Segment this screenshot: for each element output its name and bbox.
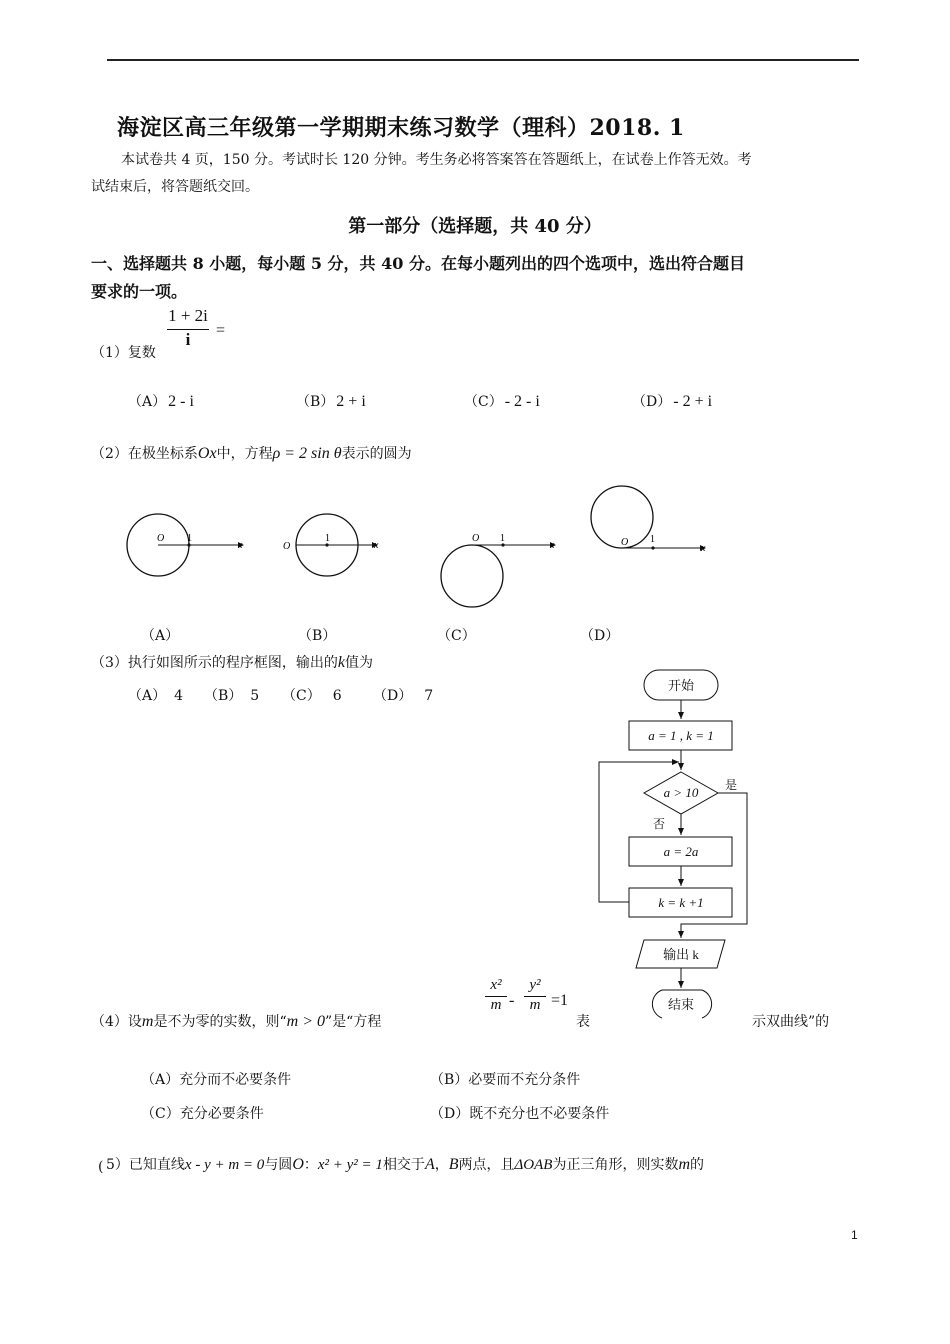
one-label: 1 bbox=[650, 534, 655, 545]
page-number: 1 bbox=[851, 1228, 858, 1242]
q5-stem-f: 的 bbox=[690, 1157, 705, 1173]
option-text: 充分必要条件 bbox=[179, 1106, 264, 1122]
flow-yes-label: 是 bbox=[724, 778, 738, 792]
origin-label: O bbox=[283, 541, 291, 552]
q5-circle-equation: x² + y² = 1 bbox=[317, 1157, 383, 1173]
option-label: （C） bbox=[282, 688, 321, 704]
flow-loop-back bbox=[599, 762, 679, 902]
option-value: - 2 - i bbox=[504, 393, 540, 410]
option-value: 5 bbox=[250, 688, 260, 704]
q4-rhs: =1 bbox=[551, 992, 569, 1009]
q5-var-m: m bbox=[678, 1156, 691, 1173]
q4-den2: m bbox=[529, 997, 541, 1013]
q3-stem-b: 值为 bbox=[345, 655, 374, 671]
q5-stem-a: 5）已知直线 bbox=[106, 1157, 185, 1173]
q4-fraction-1 bbox=[485, 977, 507, 1014]
option-label: （A） bbox=[128, 394, 167, 410]
x-label: x bbox=[550, 540, 555, 551]
q5-stem-b: 与圆 bbox=[264, 1157, 293, 1173]
section-line-2: 要求的一项。 bbox=[91, 282, 188, 301]
q4-stem-a: （4）设 bbox=[91, 1014, 142, 1030]
origin-label: O bbox=[621, 537, 629, 548]
q4-option-b[interactable] bbox=[430, 1069, 580, 1089]
q5-stem-c: 相交于 bbox=[382, 1157, 425, 1173]
q5-stem-e: 为正三角形，则实数 bbox=[552, 1157, 679, 1173]
q4-stem-b: 是不为零的实数，则“ bbox=[153, 1014, 287, 1030]
q5-point-a: A bbox=[424, 1156, 435, 1173]
flow-step2-label: k = k +1 bbox=[658, 895, 704, 910]
q5-point-b: B bbox=[448, 1156, 459, 1173]
x-label: x bbox=[238, 540, 243, 551]
q5-paren: ( bbox=[98, 1159, 104, 1175]
option-value: 7 bbox=[424, 688, 434, 704]
option-value: 2 + i bbox=[336, 393, 366, 410]
q1-numerator: 1 + 2i bbox=[168, 306, 208, 325]
q4-stem-d: 表 bbox=[576, 1014, 590, 1030]
q2-var: Ox bbox=[197, 445, 217, 462]
q2-equation: ρ = 2 sin θ bbox=[272, 445, 342, 462]
q5-circle-name: O bbox=[292, 1156, 304, 1173]
option-label: （B） bbox=[204, 688, 243, 704]
option-value: 4 bbox=[174, 688, 184, 704]
option-value: 2 - i bbox=[168, 393, 194, 410]
q5-triangle: ΔOAB bbox=[514, 1157, 553, 1173]
part-one-heading: 第一部分（选择题，共 40 分） bbox=[348, 216, 602, 237]
q4-stem bbox=[91, 1011, 381, 1031]
flow-output-label: 输出 k bbox=[663, 947, 699, 962]
option-label: （B） bbox=[296, 394, 335, 410]
q5-stem bbox=[106, 1154, 704, 1174]
q2-option-a[interactable]: （A） bbox=[141, 628, 180, 644]
q3-var: k bbox=[337, 654, 346, 671]
instructions-line-1: 本试卷共 4 页，150 分。考试时长 120 分钟。考生务必将答案答在答题纸上，在试卷上作答无效。考 bbox=[121, 152, 752, 168]
q4-num2: y² bbox=[529, 977, 541, 993]
q4-var-m: m bbox=[141, 1013, 154, 1030]
flow-no-label: 否 bbox=[652, 817, 666, 831]
q4-condition: m > 0 bbox=[286, 1013, 326, 1030]
q1-stem: （1）复数 bbox=[91, 345, 156, 361]
option-label: （C） bbox=[464, 394, 503, 410]
q1-equals: = bbox=[216, 322, 226, 339]
q5-line-equation: x - y + m = 0 bbox=[184, 1157, 265, 1173]
flow-init-label: a = 1 , k = 1 bbox=[648, 728, 714, 743]
option-label: （D） bbox=[430, 1106, 470, 1122]
q5-comma: ， bbox=[434, 1157, 449, 1173]
x-label: x bbox=[701, 543, 706, 554]
option-label: （B） bbox=[430, 1072, 469, 1088]
flow-cond-label: a > 10 bbox=[663, 785, 699, 800]
q1-denominator: i bbox=[185, 330, 191, 349]
q5-stem-d: 两点，且 bbox=[458, 1157, 515, 1173]
option-text: 必要而不充分条件 bbox=[468, 1072, 581, 1088]
q4-den1: m bbox=[490, 997, 502, 1013]
x-label: x bbox=[374, 540, 379, 551]
origin-label: O bbox=[472, 533, 480, 544]
q5-colon: ： bbox=[303, 1157, 318, 1173]
flow-start-label: 开始 bbox=[667, 678, 695, 693]
option-label: （A） bbox=[128, 688, 167, 704]
q2-stem-c: 表示的圆为 bbox=[341, 446, 412, 462]
flow-step1-label: a = 2a bbox=[663, 844, 699, 859]
q4-option-a[interactable] bbox=[141, 1069, 291, 1089]
q2-option-d[interactable]: （D） bbox=[580, 628, 620, 644]
option-label: （D） bbox=[632, 394, 672, 410]
q4-fraction-2 bbox=[524, 977, 546, 1014]
origin-label: O bbox=[157, 533, 165, 544]
q2-option-b[interactable]: （B） bbox=[298, 628, 337, 644]
q2-stem-b: 中，方程 bbox=[216, 446, 273, 462]
q4-stem-c: ”是“方程 bbox=[325, 1014, 382, 1030]
one-label: 1 bbox=[500, 533, 505, 544]
exam-title: 海淀区高三年级第一学期期末练习数学（理科）2018. 1 bbox=[117, 115, 685, 141]
q4-option-c[interactable] bbox=[141, 1103, 264, 1123]
q4-stem-e: 示双曲线”的 bbox=[752, 1014, 830, 1030]
q2-stem-a: （2）在极坐标系 bbox=[91, 446, 198, 462]
option-value: 6 bbox=[332, 688, 342, 704]
one-label: 1 bbox=[187, 533, 192, 544]
option-label: （C） bbox=[141, 1106, 180, 1122]
instructions-line-2: 试结束后，将答题纸交回。 bbox=[91, 179, 259, 195]
section-line-1: 一、选择题共 8 小题，每小题 5 分，共 40 分。在每小题列出的四个选项中，选出符合题目 bbox=[91, 254, 745, 273]
option-text: 充分而不必要条件 bbox=[179, 1072, 292, 1088]
one-label: 1 bbox=[325, 533, 330, 544]
option-text: 既不充分也不必要条件 bbox=[469, 1106, 610, 1122]
q4-option-d[interactable] bbox=[430, 1103, 609, 1123]
option-label: （D） bbox=[373, 688, 413, 704]
q3-stem-a: （3）执行如图所示的程序框图，输出的 bbox=[91, 655, 338, 671]
flow-end-label: 结束 bbox=[667, 997, 695, 1012]
q4-minus: - bbox=[509, 992, 515, 1009]
option-label: （A） bbox=[141, 1072, 180, 1088]
q2-option-c[interactable]: （C） bbox=[437, 628, 476, 644]
option-value: - 2 + i bbox=[673, 393, 713, 410]
q4-num1: x² bbox=[490, 977, 502, 993]
